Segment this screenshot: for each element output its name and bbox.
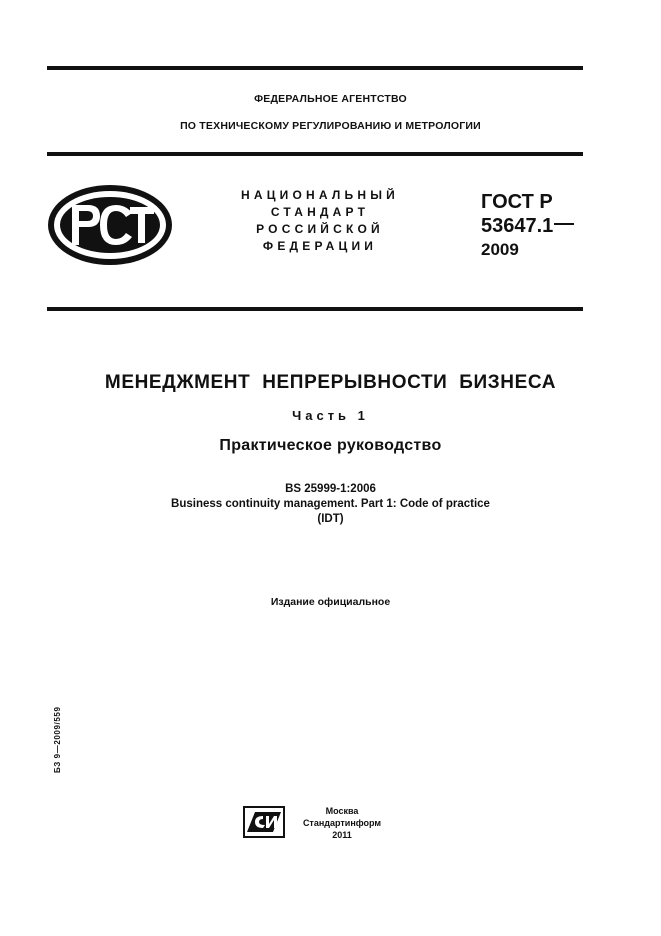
- edition-label: Издание официальное: [270, 596, 391, 608]
- standartinform-logo-icon: [243, 806, 285, 838]
- designation-number: 53647.1: [481, 215, 554, 237]
- top-rule: [47, 66, 583, 70]
- document-part: Часть 1: [292, 408, 369, 423]
- standard-type-line-1: НАЦИОНАЛЬНЫЙ: [240, 188, 400, 202]
- masthead-bottom-rule: [47, 307, 583, 311]
- standard-type: [222, 187, 418, 255]
- standard-type-line-2: СТАНДАРТ: [270, 205, 370, 219]
- publisher-name: Стандартинформ: [302, 818, 382, 828]
- side-code: БЗ 9—2009/559: [53, 706, 62, 773]
- publisher-year: 2011: [332, 830, 352, 840]
- agency-line-2: ПО ТЕХНИЧЕСКОМУ РЕГУЛИРОВАНИЮ И МЕТРОЛОГИИ: [180, 120, 481, 132]
- reference-title: Business continuity management. Part 1: Code of practice: [171, 498, 490, 510]
- document-subtitle: Практическое руководство: [219, 437, 442, 454]
- standard-type-line-4: ФЕДЕРАЦИИ: [262, 239, 378, 253]
- rst-logo-icon: [46, 183, 174, 267]
- reference-code: BS 25999-1:2006: [285, 483, 376, 495]
- document-title: МЕНЕДЖМЕНТ НЕПРЕРЫВНОСТИ БИЗНЕСА: [104, 372, 557, 393]
- designation-dash: [554, 223, 574, 225]
- standard-type-line-3: РОССИЙСКОЙ: [256, 222, 384, 236]
- designation-year: 2009: [481, 240, 519, 259]
- header-bottom-rule: [47, 152, 583, 156]
- reference-equivalence: (IDT): [317, 513, 344, 525]
- publisher-info: [290, 805, 394, 841]
- standard-designation: [481, 190, 574, 262]
- agency-line-1: ФЕДЕРАЛЬНОЕ АГЕНТСТВО: [254, 93, 407, 105]
- publisher-city: Москва: [325, 806, 359, 816]
- designation-prefix: ГОСТ Р: [481, 191, 553, 213]
